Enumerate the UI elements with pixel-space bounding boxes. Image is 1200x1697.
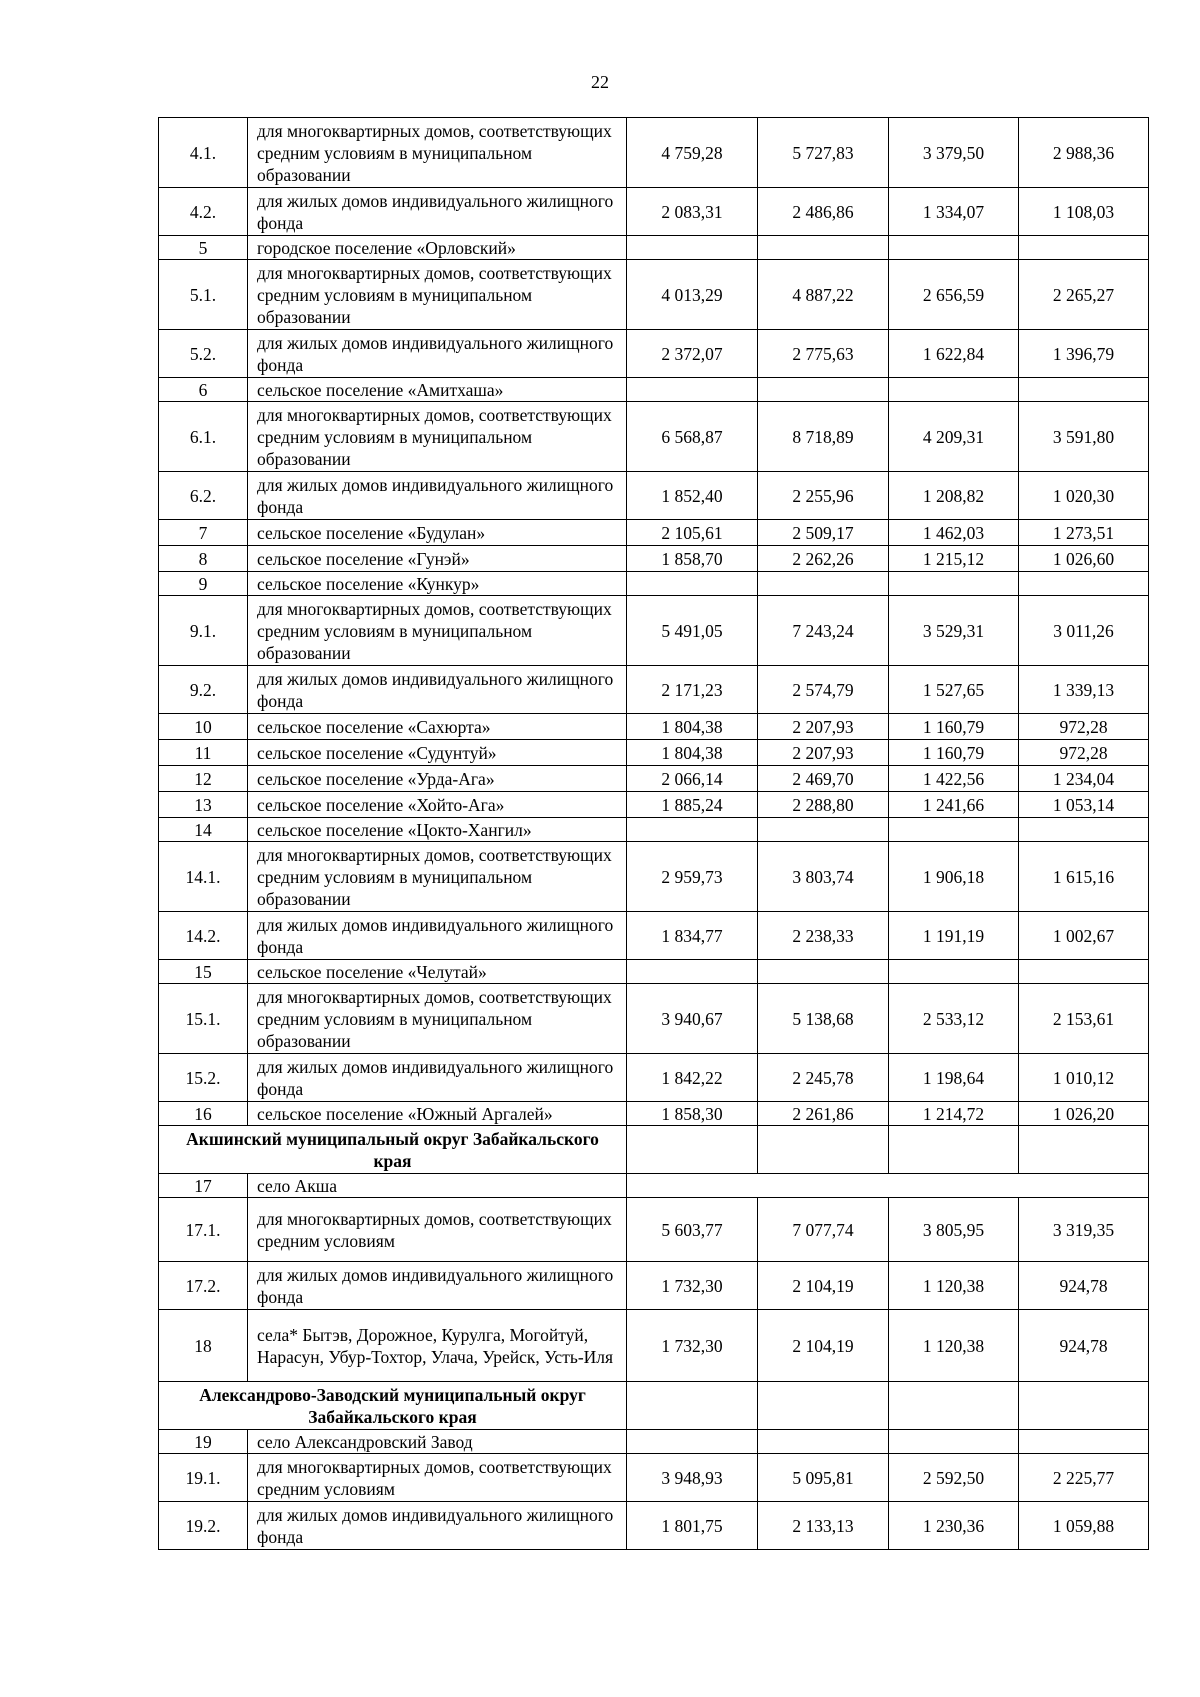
table-row — [159, 912, 1149, 960]
row-number: 17.2. — [159, 1262, 248, 1310]
value-cell-2: 2 775,63 — [758, 330, 889, 378]
row-name: сельское поселение «Судунтуй» — [248, 740, 627, 766]
row-number: 19.2. — [159, 1502, 248, 1550]
value-cell-1: 6 568,87 — [627, 402, 758, 472]
row-number: 19 — [159, 1430, 248, 1454]
table-row — [159, 378, 1149, 402]
value-cell-2: 2 133,13 — [758, 1502, 889, 1550]
value-cell-4: 1 026,60 — [1019, 546, 1149, 572]
value-cell-1: 4 759,28 — [627, 118, 758, 188]
value-cell-3 — [889, 236, 1019, 260]
empty-merged-cell — [627, 1174, 1149, 1198]
value-cell-1: 2 171,23 — [627, 666, 758, 714]
value-cell-4 — [1019, 378, 1149, 402]
row-number: 12 — [159, 766, 248, 792]
value-cell-1 — [627, 1382, 758, 1430]
value-cell-2 — [758, 1382, 889, 1430]
value-cell-3: 1 198,64 — [889, 1054, 1019, 1102]
row-number: 17 — [159, 1174, 248, 1198]
value-cell-3: 3 805,95 — [889, 1198, 1019, 1262]
value-cell-4: 972,28 — [1019, 740, 1149, 766]
value-cell-4: 3 591,80 — [1019, 402, 1149, 472]
value-cell-1: 2 066,14 — [627, 766, 758, 792]
row-number: 18 — [159, 1310, 248, 1382]
value-cell-1 — [627, 1430, 758, 1454]
value-cell-3 — [889, 572, 1019, 596]
value-cell-1: 1 858,70 — [627, 546, 758, 572]
table-row — [159, 1454, 1149, 1502]
value-cell-3: 1 191,19 — [889, 912, 1019, 960]
row-number: 5.2. — [159, 330, 248, 378]
row-name: сельское поселение «Сахюрта» — [248, 714, 627, 740]
value-cell-4: 924,78 — [1019, 1310, 1149, 1382]
value-cell-2 — [758, 572, 889, 596]
value-cell-4: 2 265,27 — [1019, 260, 1149, 330]
value-cell-1: 1 804,38 — [627, 740, 758, 766]
value-cell-3 — [889, 1382, 1019, 1430]
value-cell-2: 7 077,74 — [758, 1198, 889, 1262]
value-cell-3: 1 334,07 — [889, 188, 1019, 236]
row-number: 4.1. — [159, 118, 248, 188]
value-cell-1: 1 834,77 — [627, 912, 758, 960]
tariff-table-body — [159, 118, 1149, 1550]
row-number: 5.1. — [159, 260, 248, 330]
row-name: села* Бытэв, Дорожное, Курулга, Могойтуй, Нарасун, Убур-Тохтор, Улача, Урейск, Усть-Иля — [248, 1310, 627, 1382]
value-cell-2: 2 245,78 — [758, 1054, 889, 1102]
row-name: для многоквартирных домов, соответствующих средним условиям в муниципальном образовании — [248, 984, 627, 1054]
value-cell-2: 2 262,26 — [758, 546, 889, 572]
row-name: для многоквартирных домов, соответствующих средним условиям в муниципальном образовании — [248, 118, 627, 188]
value-cell-4 — [1019, 572, 1149, 596]
row-number: 15.1. — [159, 984, 248, 1054]
value-cell-4: 1 020,30 — [1019, 472, 1149, 520]
row-name: для жилых домов индивидуального жилищного фонда — [248, 1262, 627, 1310]
value-cell-4: 1 059,88 — [1019, 1502, 1149, 1550]
value-cell-4: 1 234,04 — [1019, 766, 1149, 792]
value-cell-3: 1 120,38 — [889, 1310, 1019, 1382]
value-cell-1: 2 105,61 — [627, 520, 758, 546]
row-name: для жилых домов индивидуального жилищного фонда — [248, 188, 627, 236]
value-cell-3 — [889, 378, 1019, 402]
value-cell-3: 1 462,03 — [889, 520, 1019, 546]
value-cell-3: 3 379,50 — [889, 118, 1019, 188]
value-cell-3: 1 422,56 — [889, 766, 1019, 792]
table-row — [159, 666, 1149, 714]
row-number: 9.1. — [159, 596, 248, 666]
value-cell-2: 2 509,17 — [758, 520, 889, 546]
row-name: сельское поселение «Хойто-Ага» — [248, 792, 627, 818]
table-row — [159, 1430, 1149, 1454]
value-cell-3 — [889, 1126, 1019, 1174]
table-row — [159, 1174, 1149, 1198]
value-cell-2: 8 718,89 — [758, 402, 889, 472]
table-row — [159, 118, 1149, 188]
value-cell-3: 1 208,82 — [889, 472, 1019, 520]
value-cell-2 — [758, 378, 889, 402]
value-cell-1 — [627, 1126, 758, 1174]
row-number: 16 — [159, 1102, 248, 1126]
value-cell-4 — [1019, 960, 1149, 984]
value-cell-1 — [627, 572, 758, 596]
value-cell-1: 4 013,29 — [627, 260, 758, 330]
row-name: сельское поселение «Амитхаша» — [248, 378, 627, 402]
table-row — [159, 402, 1149, 472]
row-name: для многоквартирных домов, соответствующих средним условиям в муниципальном образовании — [248, 596, 627, 666]
value-cell-2: 2 261,86 — [758, 1102, 889, 1126]
table-row — [159, 260, 1149, 330]
row-number: 14.1. — [159, 842, 248, 912]
value-cell-1: 1 732,30 — [627, 1310, 758, 1382]
row-name: село Александровский Завод — [248, 1430, 627, 1454]
value-cell-1: 1 842,22 — [627, 1054, 758, 1102]
row-number: 9 — [159, 572, 248, 596]
row-name: сельское поселение «Урда-Ага» — [248, 766, 627, 792]
table-row — [159, 546, 1149, 572]
value-cell-2 — [758, 960, 889, 984]
value-cell-2: 2 574,79 — [758, 666, 889, 714]
value-cell-3: 1 241,66 — [889, 792, 1019, 818]
district-heading: Акшинский муниципальный округ Забайкальского края — [159, 1126, 627, 1174]
row-name: для многоквартирных домов, соответствующих средним условиям в муниципальном образовании — [248, 842, 627, 912]
value-cell-2 — [758, 1430, 889, 1454]
row-name: для жилых домов индивидуального жилищного фонда — [248, 472, 627, 520]
value-cell-2: 2 255,96 — [758, 472, 889, 520]
value-cell-1: 1 801,75 — [627, 1502, 758, 1550]
value-cell-4 — [1019, 1126, 1149, 1174]
row-name: сельское поселение «Челутай» — [248, 960, 627, 984]
row-number: 6 — [159, 378, 248, 402]
row-name: для жилых домов индивидуального жилищного фонда — [248, 666, 627, 714]
row-number: 17.1. — [159, 1198, 248, 1262]
table-row — [159, 236, 1149, 260]
table-row — [159, 740, 1149, 766]
value-cell-3: 1 622,84 — [889, 330, 1019, 378]
row-name: для многоквартирных домов, соответствующих средним условиям — [248, 1454, 627, 1502]
value-cell-2: 2 207,93 — [758, 714, 889, 740]
value-cell-1: 1 885,24 — [627, 792, 758, 818]
value-cell-2: 4 887,22 — [758, 260, 889, 330]
row-number: 11 — [159, 740, 248, 766]
table-row — [159, 1198, 1149, 1262]
value-cell-2 — [758, 236, 889, 260]
table-row — [159, 1102, 1149, 1126]
row-number: 5 — [159, 236, 248, 260]
value-cell-4: 1 615,16 — [1019, 842, 1149, 912]
value-cell-2: 2 288,80 — [758, 792, 889, 818]
value-cell-3: 4 209,31 — [889, 402, 1019, 472]
value-cell-1 — [627, 960, 758, 984]
value-cell-3: 1 230,36 — [889, 1502, 1019, 1550]
row-name: для многоквартирных домов, соответствующих средним условиям — [248, 1198, 627, 1262]
row-name: сельское поселение «Южный Аргалей» — [248, 1102, 627, 1126]
value-cell-3: 1 214,72 — [889, 1102, 1019, 1126]
row-name: сельское поселение «Будулан» — [248, 520, 627, 546]
row-name: для многоквартирных домов, соответствующих средним условиям в муниципальном образовании — [248, 402, 627, 472]
value-cell-1: 1 852,40 — [627, 472, 758, 520]
value-cell-1: 2 372,07 — [627, 330, 758, 378]
table-row — [159, 792, 1149, 818]
value-cell-1: 2 959,73 — [627, 842, 758, 912]
value-cell-4: 2 153,61 — [1019, 984, 1149, 1054]
row-number: 19.1. — [159, 1454, 248, 1502]
table-row — [159, 1502, 1149, 1550]
value-cell-2: 5 095,81 — [758, 1454, 889, 1502]
row-number: 6.2. — [159, 472, 248, 520]
table-row — [159, 1310, 1149, 1382]
value-cell-4: 1 026,20 — [1019, 1102, 1149, 1126]
row-number: 10 — [159, 714, 248, 740]
value-cell-1: 5 603,77 — [627, 1198, 758, 1262]
row-number: 4.2. — [159, 188, 248, 236]
value-cell-3: 1 120,38 — [889, 1262, 1019, 1310]
value-cell-2: 2 104,19 — [758, 1262, 889, 1310]
value-cell-2: 2 238,33 — [758, 912, 889, 960]
value-cell-2: 5 727,83 — [758, 118, 889, 188]
value-cell-2: 2 486,86 — [758, 188, 889, 236]
row-number: 14 — [159, 818, 248, 842]
row-number: 13 — [159, 792, 248, 818]
value-cell-4 — [1019, 818, 1149, 842]
value-cell-4: 3 011,26 — [1019, 596, 1149, 666]
row-name: сельское поселение «Кункур» — [248, 572, 627, 596]
value-cell-3 — [889, 1430, 1019, 1454]
value-cell-1: 2 083,31 — [627, 188, 758, 236]
value-cell-1: 3 940,67 — [627, 984, 758, 1054]
value-cell-1: 3 948,93 — [627, 1454, 758, 1502]
row-name: сельское поселение «Цокто-Хангил» — [248, 818, 627, 842]
row-number: 14.2. — [159, 912, 248, 960]
value-cell-3: 2 656,59 — [889, 260, 1019, 330]
value-cell-4: 1 396,79 — [1019, 330, 1149, 378]
value-cell-3 — [889, 960, 1019, 984]
value-cell-2: 3 803,74 — [758, 842, 889, 912]
value-cell-3: 1 160,79 — [889, 714, 1019, 740]
row-name: для жилых домов индивидуального жилищного фонда — [248, 330, 627, 378]
value-cell-4: 972,28 — [1019, 714, 1149, 740]
table-row — [159, 960, 1149, 984]
value-cell-2: 7 243,24 — [758, 596, 889, 666]
row-name: для жилых домов индивидуального жилищного фонда — [248, 1054, 627, 1102]
row-number: 8 — [159, 546, 248, 572]
value-cell-2: 2 469,70 — [758, 766, 889, 792]
value-cell-3: 3 529,31 — [889, 596, 1019, 666]
value-cell-2: 2 104,19 — [758, 1310, 889, 1382]
value-cell-3: 1 160,79 — [889, 740, 1019, 766]
value-cell-1: 1 732,30 — [627, 1262, 758, 1310]
value-cell-2 — [758, 818, 889, 842]
value-cell-4: 3 319,35 — [1019, 1198, 1149, 1262]
table-row — [159, 1054, 1149, 1102]
table-row — [159, 766, 1149, 792]
row-number: 15.2. — [159, 1054, 248, 1102]
row-name: для жилых домов индивидуального жилищного фонда — [248, 1502, 627, 1550]
value-cell-4: 1 339,13 — [1019, 666, 1149, 714]
table-row — [159, 596, 1149, 666]
value-cell-3 — [889, 818, 1019, 842]
district-heading: Александрово-Заводский муниципальный округ Забайкальского края — [159, 1382, 627, 1430]
row-name: село Акша — [248, 1174, 627, 1198]
row-name: для жилых домов индивидуального жилищного фонда — [248, 912, 627, 960]
value-cell-4: 2 988,36 — [1019, 118, 1149, 188]
tariff-table — [158, 117, 1149, 1550]
table-row — [159, 1126, 1149, 1174]
value-cell-1 — [627, 378, 758, 402]
page-number: 22 — [591, 72, 609, 92]
value-cell-4 — [1019, 1382, 1149, 1430]
row-name: городское поселение «Орловский» — [248, 236, 627, 260]
table-row — [159, 842, 1149, 912]
value-cell-1: 1 804,38 — [627, 714, 758, 740]
value-cell-1: 1 858,30 — [627, 1102, 758, 1126]
value-cell-3: 2 592,50 — [889, 1454, 1019, 1502]
table-row — [159, 984, 1149, 1054]
value-cell-3: 1 527,65 — [889, 666, 1019, 714]
row-number: 7 — [159, 520, 248, 546]
value-cell-4: 1 010,12 — [1019, 1054, 1149, 1102]
table-row — [159, 572, 1149, 596]
table-row — [159, 818, 1149, 842]
value-cell-4 — [1019, 236, 1149, 260]
value-cell-4: 1 273,51 — [1019, 520, 1149, 546]
value-cell-1 — [627, 818, 758, 842]
value-cell-4: 924,78 — [1019, 1262, 1149, 1310]
row-name: для многоквартирных домов, соответствующих средним условиям в муниципальном образовании — [248, 260, 627, 330]
table-row — [159, 472, 1149, 520]
table-row — [159, 1262, 1149, 1310]
table-row — [159, 1382, 1149, 1430]
value-cell-2: 2 207,93 — [758, 740, 889, 766]
table-row — [159, 330, 1149, 378]
value-cell-3: 1 906,18 — [889, 842, 1019, 912]
table-row — [159, 714, 1149, 740]
row-number: 6.1. — [159, 402, 248, 472]
value-cell-2: 5 138,68 — [758, 984, 889, 1054]
table-row — [159, 188, 1149, 236]
value-cell-4: 1 108,03 — [1019, 188, 1149, 236]
value-cell-4 — [1019, 1430, 1149, 1454]
row-number: 15 — [159, 960, 248, 984]
row-number: 9.2. — [159, 666, 248, 714]
table-row — [159, 520, 1149, 546]
row-name: сельское поселение «Гунэй» — [248, 546, 627, 572]
value-cell-1: 5 491,05 — [627, 596, 758, 666]
value-cell-2 — [758, 1126, 889, 1174]
value-cell-3: 1 215,12 — [889, 546, 1019, 572]
value-cell-1 — [627, 236, 758, 260]
value-cell-4: 2 225,77 — [1019, 1454, 1149, 1502]
value-cell-4: 1 053,14 — [1019, 792, 1149, 818]
value-cell-4: 1 002,67 — [1019, 912, 1149, 960]
value-cell-3: 2 533,12 — [889, 984, 1019, 1054]
